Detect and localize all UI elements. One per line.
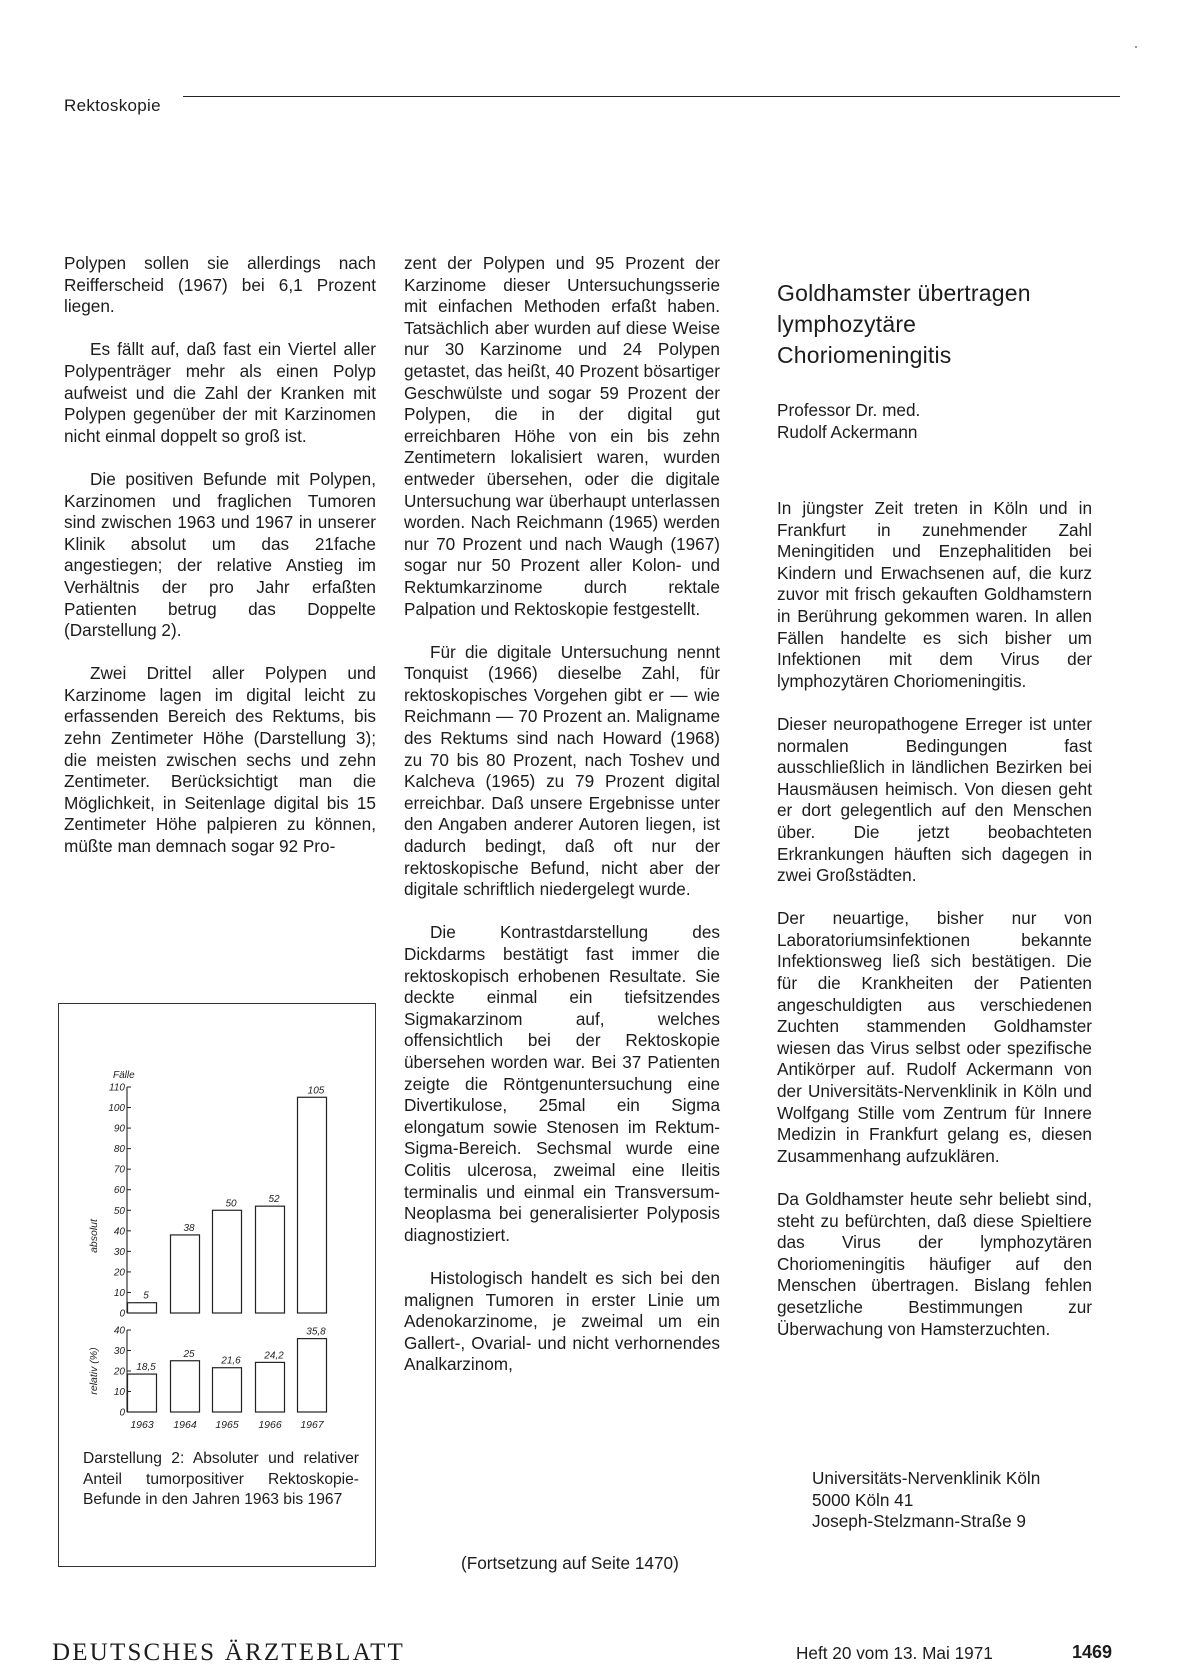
y-tick-label: 20 [113,1267,125,1279]
y-tick-label: 30 [113,1346,125,1357]
bar [256,1206,285,1313]
data-label: 50 [225,1198,237,1210]
paragraph: zent der Polypen und 95 Prozent der Karzinome dieser Untersuchungsserie mit einfachen Methoden erfaßt haben. Tatsächlich aber wurden auf diese Weise nur 30 Karzinome und 24 Polypen getastet, das heißt, 40 Prozent bösartiger Geschwülste und sogar 59 Prozent der Polypen, die in der digital gut erreichbaren Höhe von ein bis zehn Zentimetern lokalisiert waren, wurden entweder übersehen, oder die digitale Untersuchung war überhaupt unterlassen worden. Nach Reichmann (1965) werden nur 70 Prozent und nach Waugh (1967) sogar nur 50 Prozent aller Kolon- und Rektumkarzinome durch rektale Palpation und Rektoskopie festgestellt. [404,253,720,619]
paragraph: Die Kontrastdarstellung des Dickdarms bestätigt fast immer die rektoskopisch erhobenen Resultate. Sie deckte einmal ein tiefsitzendes Sigmakarzinom auf, welches offensichtlich bei der Rektoskopie übersehen worden war. Bei 37 Patienten zeigte die Röntgenuntersuchung eine Divertikulose, 25mal ein Sigma elongatum sowie Stenosen im Rektum-Sigma-Bereich. Sechsmal wurde eine Colitis ulcerosa, zweimal eine Ileitis terminalis und einmal ein Transversum-Neoplasma bei generalisierter Polyposis diagnostiziert. [404,922,720,1245]
bar [213,1368,242,1412]
journal-masthead: DEUTSCHES ÄRZTEBLATT [52,1639,406,1666]
y-tick-label: 100 [108,1103,125,1115]
y-tick-label: 90 [113,1123,125,1135]
y-tick-label: 70 [113,1164,125,1176]
paragraph: Für die digitale Untersuchung nennt Tonquist (1966) dieselbe Zahl, für rektoskopisches Vorgehen gibt er — wie Reichmann — 70 Prozent an. Maligname des Rektums sind nach Howard (1968) zu 70 bis 80 Prozent, nach Toshev und Kalcheva (1965) zu 79 Prozent digital erreichbar. Daß unsere Ergebnisse unter den Angaben anderer Autoren liegen, ist dadurch bedingt, daß oft nur der rektoskopische Befund, nicht aber der digitale schriftlich niedergelegt wurde. [404,641,720,900]
paragraph: Polypen sollen sie allerdings nach Reifferscheid (1967) bei 6,1 Prozent liegen. [64,253,376,317]
issue-info: Heft 20 vom 13. Mai 1971 [796,1643,993,1663]
running-header: Rektoskopie [64,96,161,115]
bar [256,1362,285,1412]
paragraph: Dieser neuropathogene Erreger ist unter normalen Bedingungen fast ausschließlich in ländlichen Bezirken bei Hausmäusen heimisch. Von diesen geht er dort gelegentlich auf den Menschen über. Die jetzt beobachteten Erkrankungen häuften sich dagegen in zwei Großstädten. [777,713,1092,886]
y-tick-label: 10 [113,1287,125,1299]
text-column-right [777,498,1092,1362]
bar-chart [59,1004,375,1444]
y-tick-label: 40 [113,1325,125,1337]
bar [298,1097,327,1313]
data-label: 35,8 [306,1326,326,1338]
header-rule [183,96,1120,97]
data-label: 105 [307,1085,325,1097]
article-title [777,278,1097,371]
paragraph: In jüngster Zeit treten in Köln und in Frankfurt in zunehmender Zahl Meningitiden und Enzephalitiden bei Kindern und Erwachsenen auf, die kurz zuvor mit frisch gekauften Goldhamstern in Berührung gekommen waren. In allen Fällen handelte es sich bisher um Infektionen mit dem Virus der lymphozytären Choriomeningitis. [777,498,1092,691]
data-label: 21,6 [221,1355,241,1367]
data-label: 5 [143,1290,149,1302]
y-axis-label: absolut [88,1219,100,1253]
bar [128,1303,157,1313]
article-author [777,400,1097,443]
paragraph: Histologisch handelt es sich bei den malignen Tumoren in erster Linie um Adenokarzinome, je zweimal um ein Gallert-, Ovarial- und nicht verhornendes Analkarzinom, [404,1267,720,1375]
title-line: lymphozytäre [777,311,917,337]
bar [298,1339,327,1412]
continuation-note: (Fortsetzung auf Seite 1470) [461,1553,679,1573]
text-column-middle [404,253,720,1397]
author-line: Rudolf Ackermann [777,421,918,442]
figure-darstellung-2 [58,1003,376,1567]
paragraph: Es fällt auf, daß fast ein Viertel aller Polypenträger mehr als einen Polyp aufweist und die Zahl der Kranken mit Polypen gegenüber der mit Karzinomen nicht einmal doppelt so groß ist. [64,339,376,446]
x-tick-label: 1965 [215,1419,239,1431]
x-tick-label: 1963 [130,1419,154,1431]
address-line: 5000 Köln 41 [812,1489,914,1510]
unit-label: Fälle [113,1070,135,1081]
bar [128,1374,157,1412]
y-tick-label: 30 [113,1246,125,1258]
x-tick-label: 1964 [173,1419,197,1431]
address-line: Joseph-Stelzmann-Straße 9 [812,1511,1026,1532]
y-tick-label: 50 [113,1205,125,1217]
bar [171,1235,200,1313]
paragraph: Zwei Drittel aller Polypen und Karzinome lagen im digital leicht zu erfassenden Bereich des Rektums, bis zehn Zentimeter Höhe (Darstellung 3); die meisten zwischen sechs und zehn Zentimeter. Berücksichtigt man die Möglichkeit, in Seitenlage digital bis 15 Zentimeter Höhe palpieren zu können, müßte man demnach sogar 92 Pro- [64,663,376,857]
paragraph: Der neuartige, bisher nur von Laboratoriumsinfektionen bekannte Infektionsweg ließ sich bestätigen. Die für die Krankheiten der Patienten angeschuldigten aus verschiedenen Zuchten stammenden Goldhamster wiesen das Virus selbst oder spezifische Antikörper auf. Rudolf Ackermann von der Universitäts-Nervenklinik in Köln und Wolfgang Stille vom Zentrum für Innere Medizin in Frankfurt gelang es, diesen Zusammenhang aufzuklären. [777,908,1092,1166]
page-number: 1469 [1072,1642,1113,1662]
address-line: Universitäts-Nervenklinik Köln [812,1468,1041,1488]
y-tick-label: 0 [119,1308,125,1320]
figure-caption: Darstellung 2: Absoluter und relativer Anteil tumorpositiver Rektoskopie-Befunde in den Jahren 1963 bis 1967 [83,1450,359,1508]
paragraph: Da Goldhamster heute sehr beliebt sind, steht zu befürchten, daß diese Spieltiere das Virus der lymphozytären Choriomeningitis häufiger auf den Menschen übertragen. Bislang fehlen gesetzliche Bestimmungen zur Überwachung von Hamsterzuchten. [777,1189,1092,1339]
y-tick-label: 80 [113,1144,125,1156]
title-line: Choriomeningitis [777,342,952,368]
y-tick-label: 10 [113,1387,125,1398]
scan-speck [1135,46,1137,48]
data-label: 25 [183,1348,195,1360]
title-line: Goldhamster übertragen [777,280,1031,306]
author-line: Professor Dr. med. [777,400,921,420]
data-label: 38 [183,1222,195,1234]
data-label: 52 [268,1194,280,1206]
y-axis-label: relativ (%) [88,1347,100,1395]
y-tick-label: 60 [113,1185,125,1197]
author-address [812,1468,1112,1533]
data-label: 18,5 [136,1362,156,1374]
y-tick-label: 20 [113,1366,125,1378]
bar [213,1210,242,1313]
y-tick-label: 110 [109,1082,125,1094]
paragraph: Die positiven Befunde mit Polypen, Karzinomen und fraglichen Tumoren sind zwischen 1963 und 1967 in unserer Klinik absolut um das 21fache angestiegen; der relative Anstieg im Verhältnis der pro Jahr erfaßten Patienten betrug das Doppelte (Darstellung 2). [64,468,376,641]
x-tick-label: 1967 [300,1419,324,1431]
y-tick-label: 40 [113,1226,125,1238]
text-column-left [64,253,376,879]
x-tick-label: 1966 [258,1419,282,1431]
bar [171,1361,200,1412]
y-tick-label: 0 [119,1407,125,1419]
data-label: 24,2 [264,1350,284,1362]
